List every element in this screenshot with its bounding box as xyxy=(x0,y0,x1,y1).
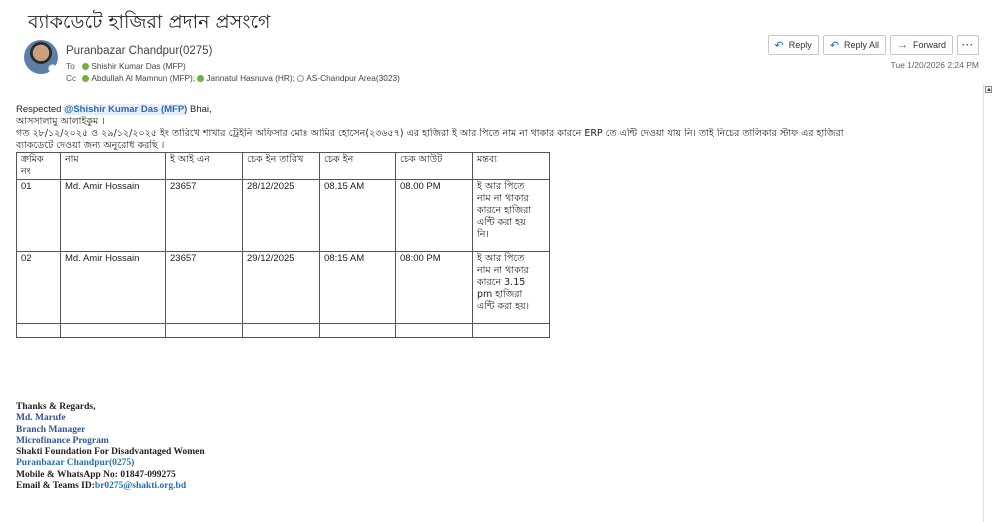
sender-avatar[interactable] xyxy=(24,40,58,74)
cell-check-in: 08.15 AM xyxy=(320,180,396,252)
table-row xyxy=(17,252,550,324)
reply-icon: ↶ xyxy=(774,39,784,52)
cc-line xyxy=(66,72,400,84)
cell-ein: 23657 xyxy=(166,180,243,252)
cell-check-out: 08.00 PM xyxy=(396,180,473,252)
to-recipient[interactable]: Shishir Kumar Das (MFP) xyxy=(91,61,186,71)
reply-button[interactable]: ↶ Reply xyxy=(768,35,819,55)
sender-name[interactable]: Puranbazar Chandpur(0275) xyxy=(66,45,213,57)
greeting: Respected @Shishir Kumar Das (MFP) Bhai, xyxy=(16,104,212,115)
paragraph-line: গত ২৮/১২/২০২৫ ও ২৯/১২/২০২৫ ইং তারিখে শাখার ট্রেইনি অফিসার মোঃ আমির হোসেন(২৩৬৫৭) এর হাজিরা ই আর পিতে নাম না থাকার কারনে ERP তে এন্টি দেওয়া যায় নি। তাই নিচের তালিকার স্টাফ এর হাজিরা xyxy=(16,128,844,139)
cell-check-out: 08:00 PM xyxy=(396,252,473,324)
signature-name: Md. Marufe xyxy=(16,413,66,424)
signature-block xyxy=(16,402,205,492)
header-cell: চেক ইন তারিখ xyxy=(243,153,320,180)
table-header-row xyxy=(17,153,550,180)
cell-sl: 02 xyxy=(17,252,61,324)
header-cell: ক্রমিক নং xyxy=(17,153,61,180)
table-row xyxy=(17,180,550,252)
online-status-icon xyxy=(197,75,204,82)
reply-all-button[interactable]: ↶ Reply All xyxy=(823,35,886,55)
cell-date: 28/12/2025 xyxy=(243,180,320,252)
online-status-icon xyxy=(82,75,89,82)
signature-program: Microfinance Program xyxy=(16,435,109,446)
cell-note: ই আর পিতে নাম না থাকার কারনে হাজিরা এন্টি করা হয় নি। xyxy=(473,180,550,252)
cell-sl: 01 xyxy=(17,180,61,252)
online-status-icon xyxy=(82,63,89,70)
paragraph-line: ব্যাকডেটে দেওয়া জন্য অনুরোধ করছি । xyxy=(16,140,165,151)
to-line xyxy=(66,60,400,72)
to-label: To xyxy=(66,61,75,71)
cell-name: Md. Amir Hossain xyxy=(61,180,166,252)
presence-icon xyxy=(48,64,57,73)
mention-link[interactable]: @Shishir Kumar Das (MFP) xyxy=(64,104,188,115)
header-cell: মন্তব্য xyxy=(473,153,550,180)
signature-thanks: Thanks & Regards, xyxy=(16,402,96,412)
signature-email-link[interactable]: br0275@shakti.org.bd xyxy=(94,481,187,492)
recipients xyxy=(66,60,400,84)
cc-recipient[interactable]: Abdullah Al Mamnun (MFP); xyxy=(91,73,196,83)
signature-org: Shakti Foundation For Disadvantaged Women xyxy=(16,447,205,458)
signature-email-line: Email & Teams ID:br0275@shakti.org.bd xyxy=(16,481,187,492)
sent-date: Tue 1/20/2026 2:24 PM xyxy=(890,60,979,70)
email-body xyxy=(16,104,991,338)
email-subject: ব্যাকডেটে হাজিরা প্রদান প্রসংগে xyxy=(28,11,271,33)
cell-note: ই আর পিতে নাম না থাকার কারনে 3.15 pm হাজিরা এন্টি করা হয়। xyxy=(473,252,550,324)
salam-line: আসসালামু আলাইকুম । xyxy=(16,116,105,127)
attendance-table xyxy=(16,152,550,338)
cc-recipient[interactable]: AS-Chandpur Area(3023) xyxy=(306,73,400,83)
cell-date: 29/12/2025 xyxy=(243,252,320,324)
signature-branch: Puranbazar Chandpur(0275) xyxy=(16,458,135,469)
header-cell: চেক ইন xyxy=(320,153,396,180)
cell-name: Md. Amir Hossain xyxy=(61,252,166,324)
header-cell: নাম xyxy=(61,153,166,180)
signature-mobile: Mobile & WhatsApp No: 01847-099275 xyxy=(16,469,176,480)
table-row-empty xyxy=(17,324,550,338)
reply-all-icon: ↶ xyxy=(829,39,839,52)
vertical-scrollbar[interactable] xyxy=(983,84,994,522)
message-actions xyxy=(768,35,979,55)
cc-label: Cc xyxy=(66,73,77,83)
cell-check-in: 08:15 AM xyxy=(320,252,396,324)
forward-button[interactable]: → Forward xyxy=(890,35,953,55)
cell-ein: 23657 xyxy=(166,252,243,324)
header-cell: ই আই এন xyxy=(166,153,243,180)
more-actions-button[interactable]: ··· xyxy=(957,35,979,55)
forward-icon: → xyxy=(896,39,908,51)
offline-status-icon xyxy=(297,75,304,82)
header-cell: চেক আউট xyxy=(396,153,473,180)
scroll-up-icon[interactable]: ▲ xyxy=(986,87,992,93)
signature-title: Branch Manager xyxy=(16,424,86,435)
cc-recipient[interactable]: Jannatul Hasnuva (HR); xyxy=(206,73,295,83)
